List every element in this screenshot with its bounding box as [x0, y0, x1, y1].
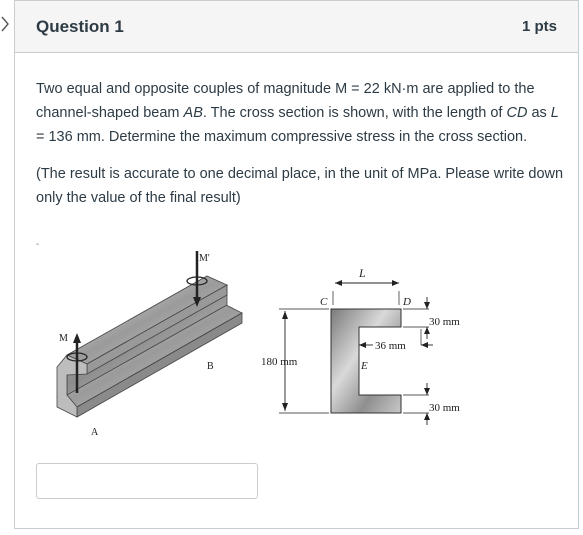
label-a: A [91, 427, 99, 438]
question-instructions: (The result is accurate to one decimal place, in the unit of MPa. Please write down only the value of the final result) [36, 166, 564, 206]
question-text-part: Two equal and opposite couples of magnitude M = 22 kN·m are applied to the channel-shaped beam [36, 81, 535, 121]
label-m-prime: M' [199, 253, 210, 264]
dimension-30-bottom: 30 mm [429, 402, 460, 414]
question-title: Question 1 [36, 16, 124, 36]
dimension-30-top: 30 mm [429, 316, 460, 328]
label-e: E [361, 360, 368, 372]
label-b: B [207, 361, 214, 372]
question-text [36, 77, 564, 223]
length-symbol: L [550, 105, 559, 121]
question-header [15, 1, 578, 53]
question-text-part: as [527, 105, 551, 121]
question-points: 1 pts [521, 18, 557, 35]
label-c: C [320, 296, 328, 308]
beam-name: AB [183, 105, 203, 121]
separator-dash: - [36, 239, 40, 250]
question-text-part: = 136 mm. Determine the maximum compressive stress in the cross section. [36, 129, 528, 145]
dimension-36: 36 mm [375, 340, 406, 352]
question-paragraph [36, 77, 564, 149]
question-text-part: . The cross section is shown, with the length of [202, 105, 507, 121]
channel-beam [57, 276, 242, 417]
question-card [14, 0, 579, 529]
segment-name: CD [506, 105, 528, 121]
answer-input[interactable] [36, 463, 258, 499]
chevron-right-icon[interactable] [0, 14, 10, 34]
dimension-180: 180 mm [261, 356, 298, 368]
problem-figure [37, 245, 487, 445]
label-l: L [359, 266, 366, 280]
label-m: M [59, 333, 68, 344]
label-d: D [403, 296, 411, 308]
